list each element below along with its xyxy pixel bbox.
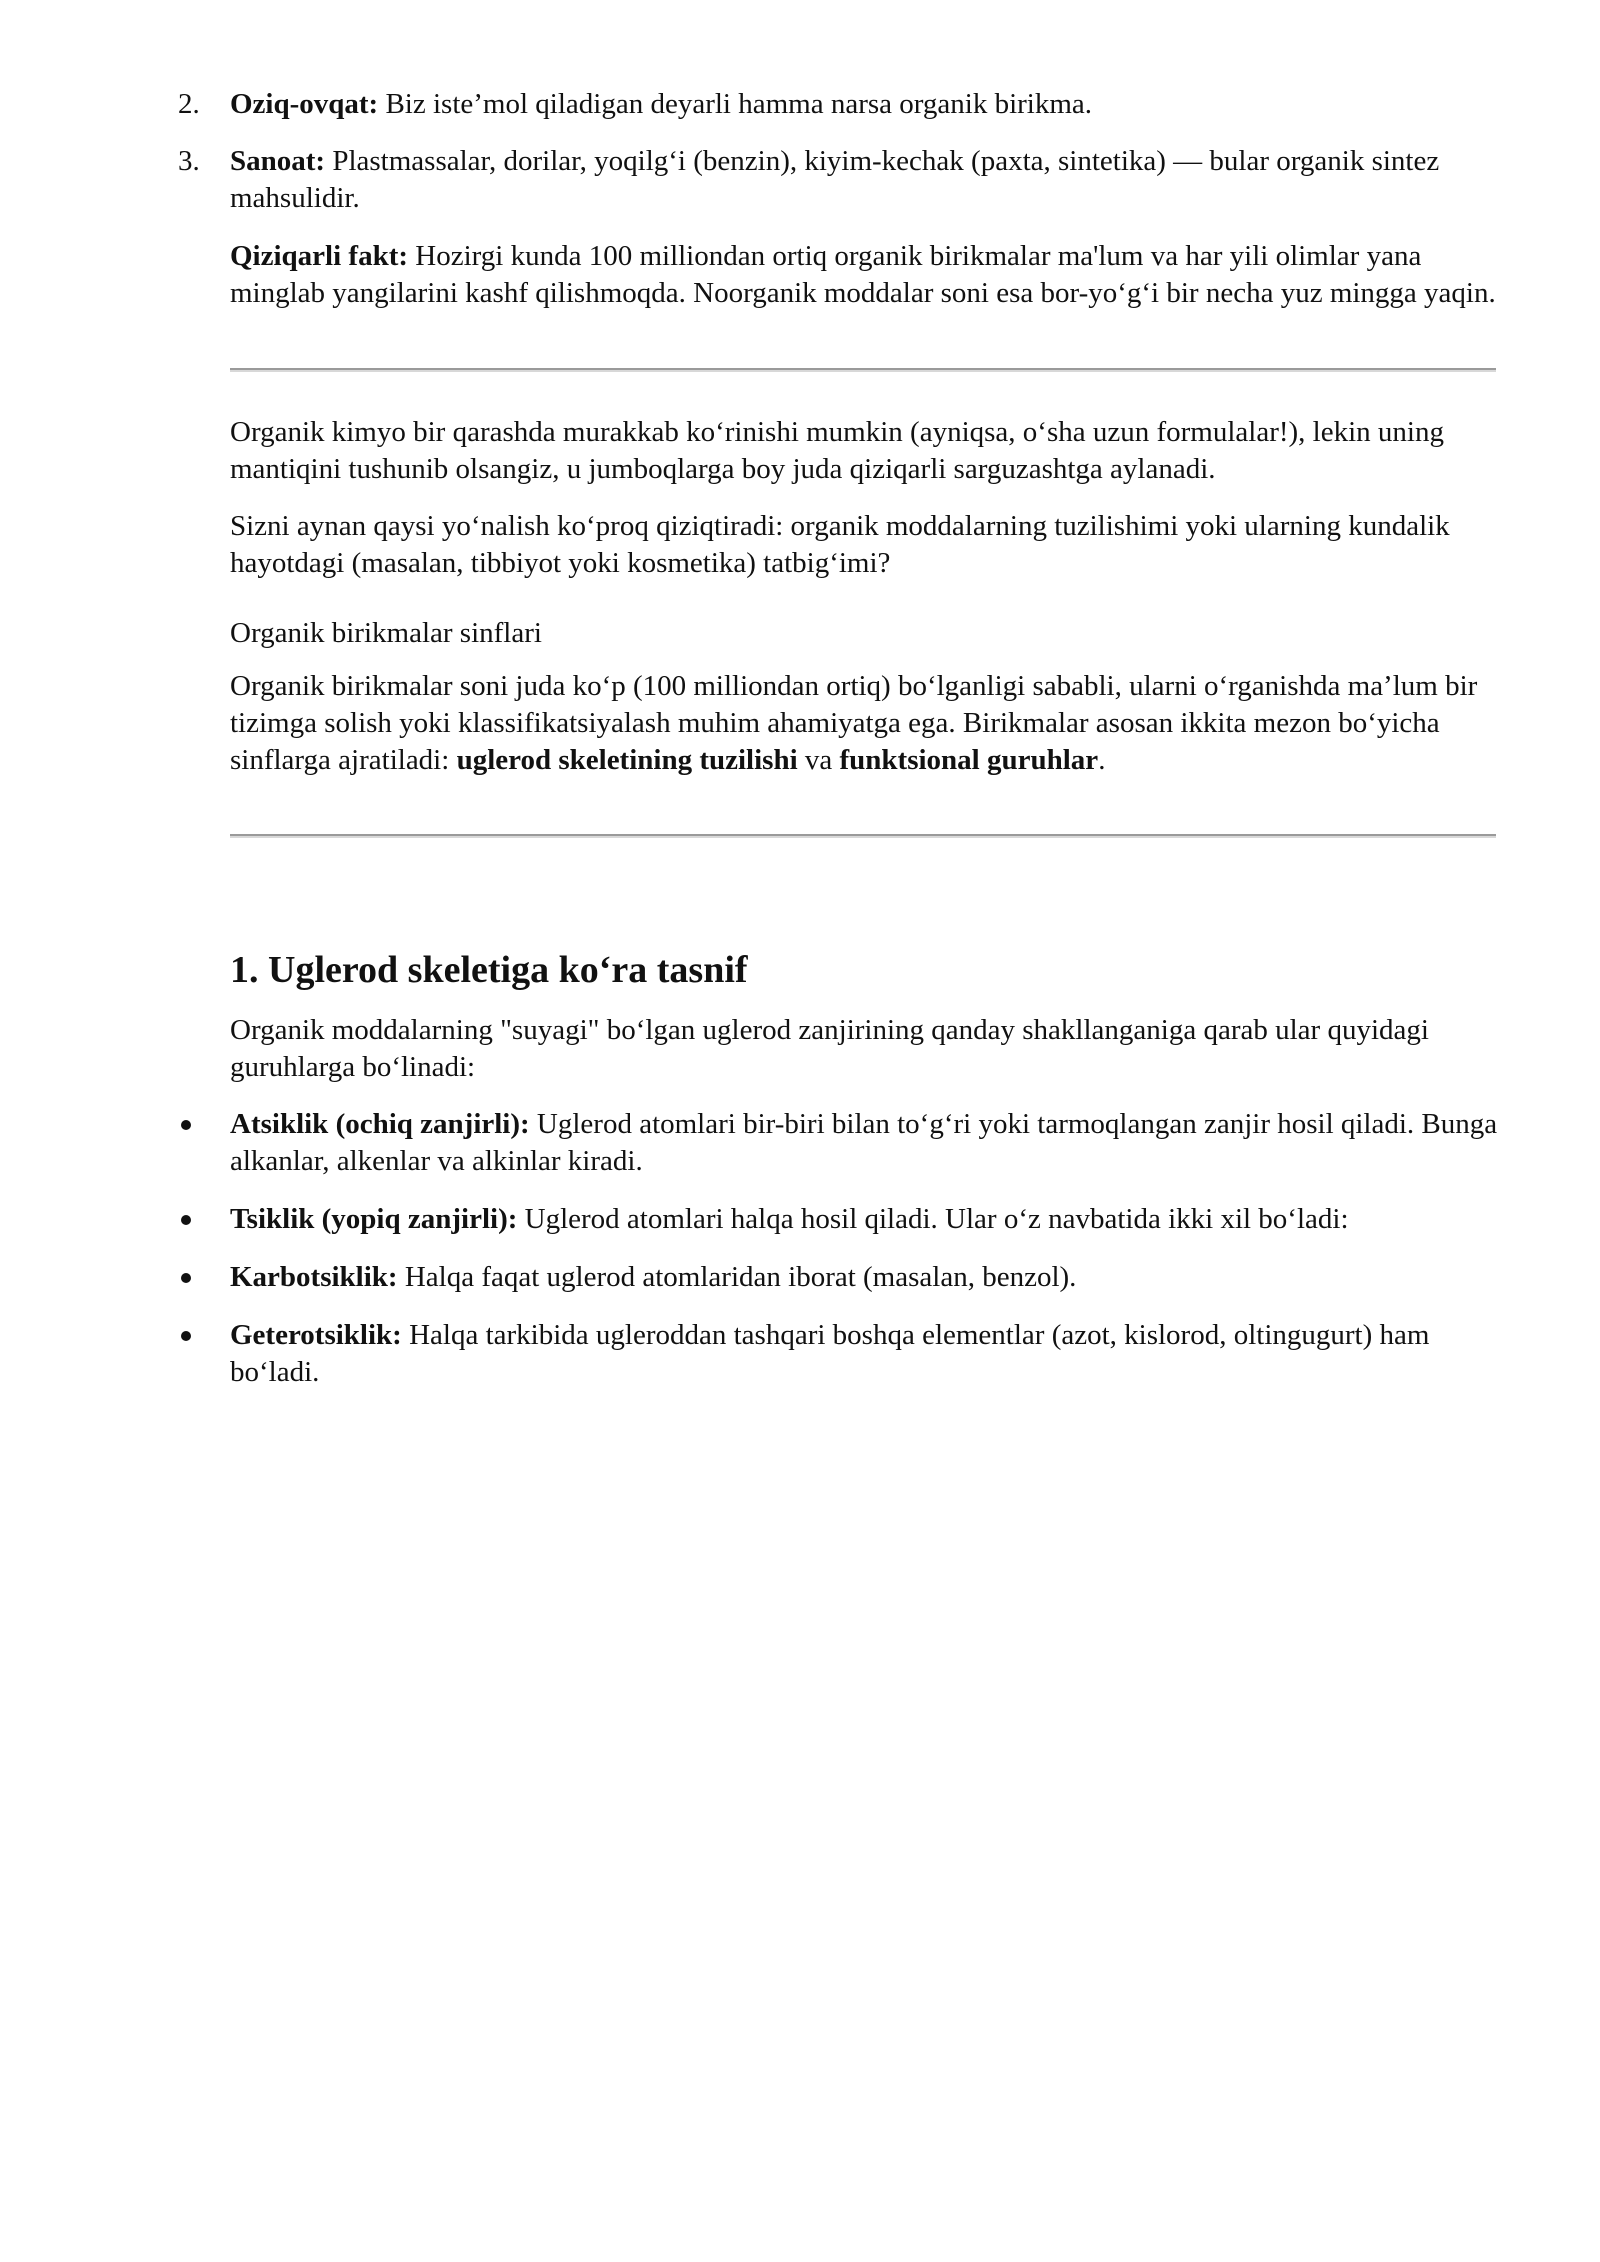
bullet-text: [230, 1106, 1498, 1180]
list-item-term: Oziq-ovqat:: [230, 88, 379, 120]
bullet-dot: [181, 1273, 191, 1283]
bullet-dot: [181, 1120, 191, 1130]
list-marker: 3.: [178, 145, 200, 177]
bullet-item-cyclic: [178, 1201, 1498, 1238]
bullet-term: Atsiklik (ochiq zanjirli):: [230, 1108, 530, 1140]
classes-intro-bold-groups: funktsional guruhlar: [839, 744, 1099, 776]
bullet-item-heterocyclic: [178, 1317, 1498, 1391]
section-heading: 1. Uglerod skeletiga ko‘ra tasnif: [230, 949, 748, 991]
classes-intro-end: .: [1098, 744, 1106, 776]
fact-paragraph: [230, 238, 1500, 312]
list-item-industry: [178, 143, 1498, 217]
horizontal-rule: [230, 368, 1496, 372]
classes-intro-text: Organik birikmalar soni juda ko‘p (100 milliondan ortiq) bo‘lganligi sababli, ularni o‘rganishda ma’lum bir tizimga solish yoki klassifikatsiyalash muhim ahamiyatga ega. Birikmalar asosan ikkita mezon bo‘yicha sinflarga ajratiladi:: [230, 670, 1478, 776]
bullet-dot: [181, 1215, 191, 1225]
bullet-dot: [181, 1331, 191, 1341]
list-item-term: Sanoat:: [230, 145, 326, 177]
classes-intro-connector: va: [797, 744, 840, 776]
bullet-body: Halqa tarkibida ugleroddan tashqari boshqa elementlar (azot, kislorod, oltingugurt) ham bo‘ladi.: [230, 1319, 1430, 1388]
horizontal-rule: [230, 834, 1496, 838]
classes-title: Organik birikmalar sinflari: [230, 617, 542, 649]
bullet-item-carbocyclic: [178, 1259, 1498, 1296]
list-item-text: [230, 143, 1498, 217]
bullet-term: Tsiklik (yopiq zanjirli):: [230, 1203, 518, 1235]
bullet-text: [230, 1259, 1498, 1296]
bullet-term: Karbotsiklik:: [230, 1261, 398, 1293]
intro-paragraph: Organik kimyo bir qarashda murakkab ko‘rinishi mumkin (ayniqsa, o‘sha uzun formulalar!), lekin uning mantiqini tushunib olsangiz, u jumboqlarga boy juda qiziqarli sarguzashtga aylanadi.: [230, 416, 1444, 485]
bullet-body: Uglerod atomlari bir-biri bilan to‘g‘ri yoki tarmoqlangan zanjir hosil qiladi. Bunga alkanlar, alkenlar va alkinlar kiradi.: [230, 1108, 1498, 1177]
question-paragraph: Sizni aynan qaysi yo‘nalish ko‘proq qiziqtiradi: organik moddalarning tuzilishimi yoki ularning kundalik hayotdagi (masalan, tibbiyot yoki kosmetika) tatbig‘imi?: [230, 510, 1450, 579]
bullet-item-acyclic: [178, 1106, 1498, 1180]
section-intro-paragraph: Organik moddalarning "suyagi" bo‘lgan uglerod zanjirining qanday shakllanganiga qarab ular quyidagi guruhlarga bo‘linadi:: [230, 1014, 1429, 1083]
fact-text: Hozirgi kunda 100 milliondan ortiq organik birikmalar ma'lum va har yili olimlar yana minglab yangilarini kashf qilishmoqda. Noorganik moddalar soni esa bor-yo‘g‘i bir necha yuz mingga yaqin.: [230, 240, 1496, 309]
list-item-text: [230, 86, 1498, 123]
list-item-body: Plastmassalar, dorilar, yoqilg‘i (benzin), kiyim-kechak (paxta, sintetika) — bular organik sintez mahsulidir.: [230, 145, 1440, 214]
list-marker: 2.: [178, 88, 200, 120]
fact-term: Qiziqarli fakt:: [230, 240, 409, 272]
bullet-body: Uglerod atomlari halqa hosil qiladi. Ular o‘z navbatida ikki xil bo‘ladi:: [517, 1203, 1349, 1235]
bullet-term: Geterotsiklik:: [230, 1319, 402, 1351]
bullet-body: Halqa faqat uglerod atomlaridan iborat (masalan, benzol).: [397, 1261, 1077, 1293]
list-item-food: [178, 86, 1498, 123]
bullet-text: [230, 1317, 1498, 1391]
bullet-text: [230, 1201, 1498, 1238]
list-item-body: Biz iste’mol qiladigan deyarli hamma narsa organik birikma.: [378, 88, 1093, 120]
classes-intro-bold-skeleton: uglerod skeletining tuzilishi: [456, 744, 798, 776]
classes-intro-paragraph: [230, 668, 1500, 779]
